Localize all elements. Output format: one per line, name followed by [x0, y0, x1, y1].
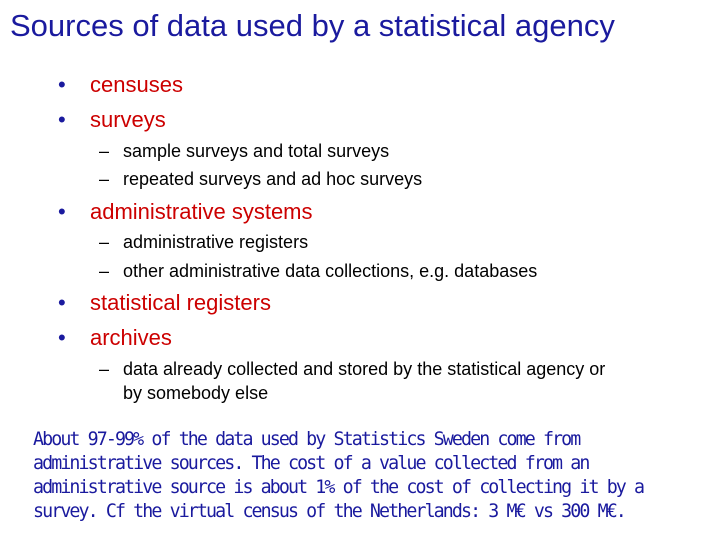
footer-line: administrative sources. The cost of a value collected from an	[33, 453, 589, 474]
footer-line: About 97-99% of the data used by Statistics Sweden come from	[33, 429, 580, 450]
bullet-censuses	[58, 72, 183, 98]
bullet-marker: •	[58, 72, 66, 97]
dash-marker: –	[99, 141, 110, 161]
bullet-text: censuses	[90, 72, 183, 97]
subitem-text: other administrative data collections, e.g. databases	[123, 261, 538, 281]
bullet-marker: •	[58, 325, 66, 350]
bullet-marker: •	[58, 107, 66, 132]
footer-note	[33, 428, 713, 524]
subitem-text: sample surveys and total surveys	[123, 141, 390, 161]
bullet-marker: •	[58, 199, 66, 224]
bullet-statistical-registers	[58, 290, 271, 316]
bullet-text: statistical registers	[90, 290, 271, 315]
subitem-other-collections	[99, 261, 537, 282]
subitem-sample-surveys	[99, 141, 389, 162]
dash-marker: –	[99, 232, 110, 252]
bullet-surveys	[58, 107, 166, 133]
footer-line: survey. Cf the virtual census of the Netherlands: 3 M€ vs 300 M€.	[33, 501, 625, 522]
bullet-text: surveys	[90, 107, 166, 132]
bullet-administrative-systems	[58, 199, 313, 225]
subitem-repeated-surveys	[99, 169, 422, 190]
bullet-text: archives	[90, 325, 172, 350]
bullet-marker: •	[58, 290, 66, 315]
dash-marker: –	[99, 359, 110, 379]
subitem-text: administrative registers	[123, 232, 309, 252]
footer-line: administrative source is about 1% of the cost of collecting it by a	[33, 477, 644, 498]
dash-marker: –	[99, 169, 110, 189]
subitem-administrative-registers	[99, 232, 308, 253]
bullet-text: administrative systems	[90, 199, 313, 224]
slide-title: Sources of data used by a statistical agency	[10, 8, 615, 43]
bullet-archives	[58, 325, 172, 351]
subitem-continuation: by somebody else	[123, 383, 269, 403]
subitem-text: repeated surveys and ad hoc surveys	[123, 169, 423, 189]
subitem-text: data already collected and stored by the statistical agency or	[123, 359, 606, 379]
subitem-data-already-collected	[99, 359, 605, 380]
dash-marker: –	[99, 261, 110, 281]
